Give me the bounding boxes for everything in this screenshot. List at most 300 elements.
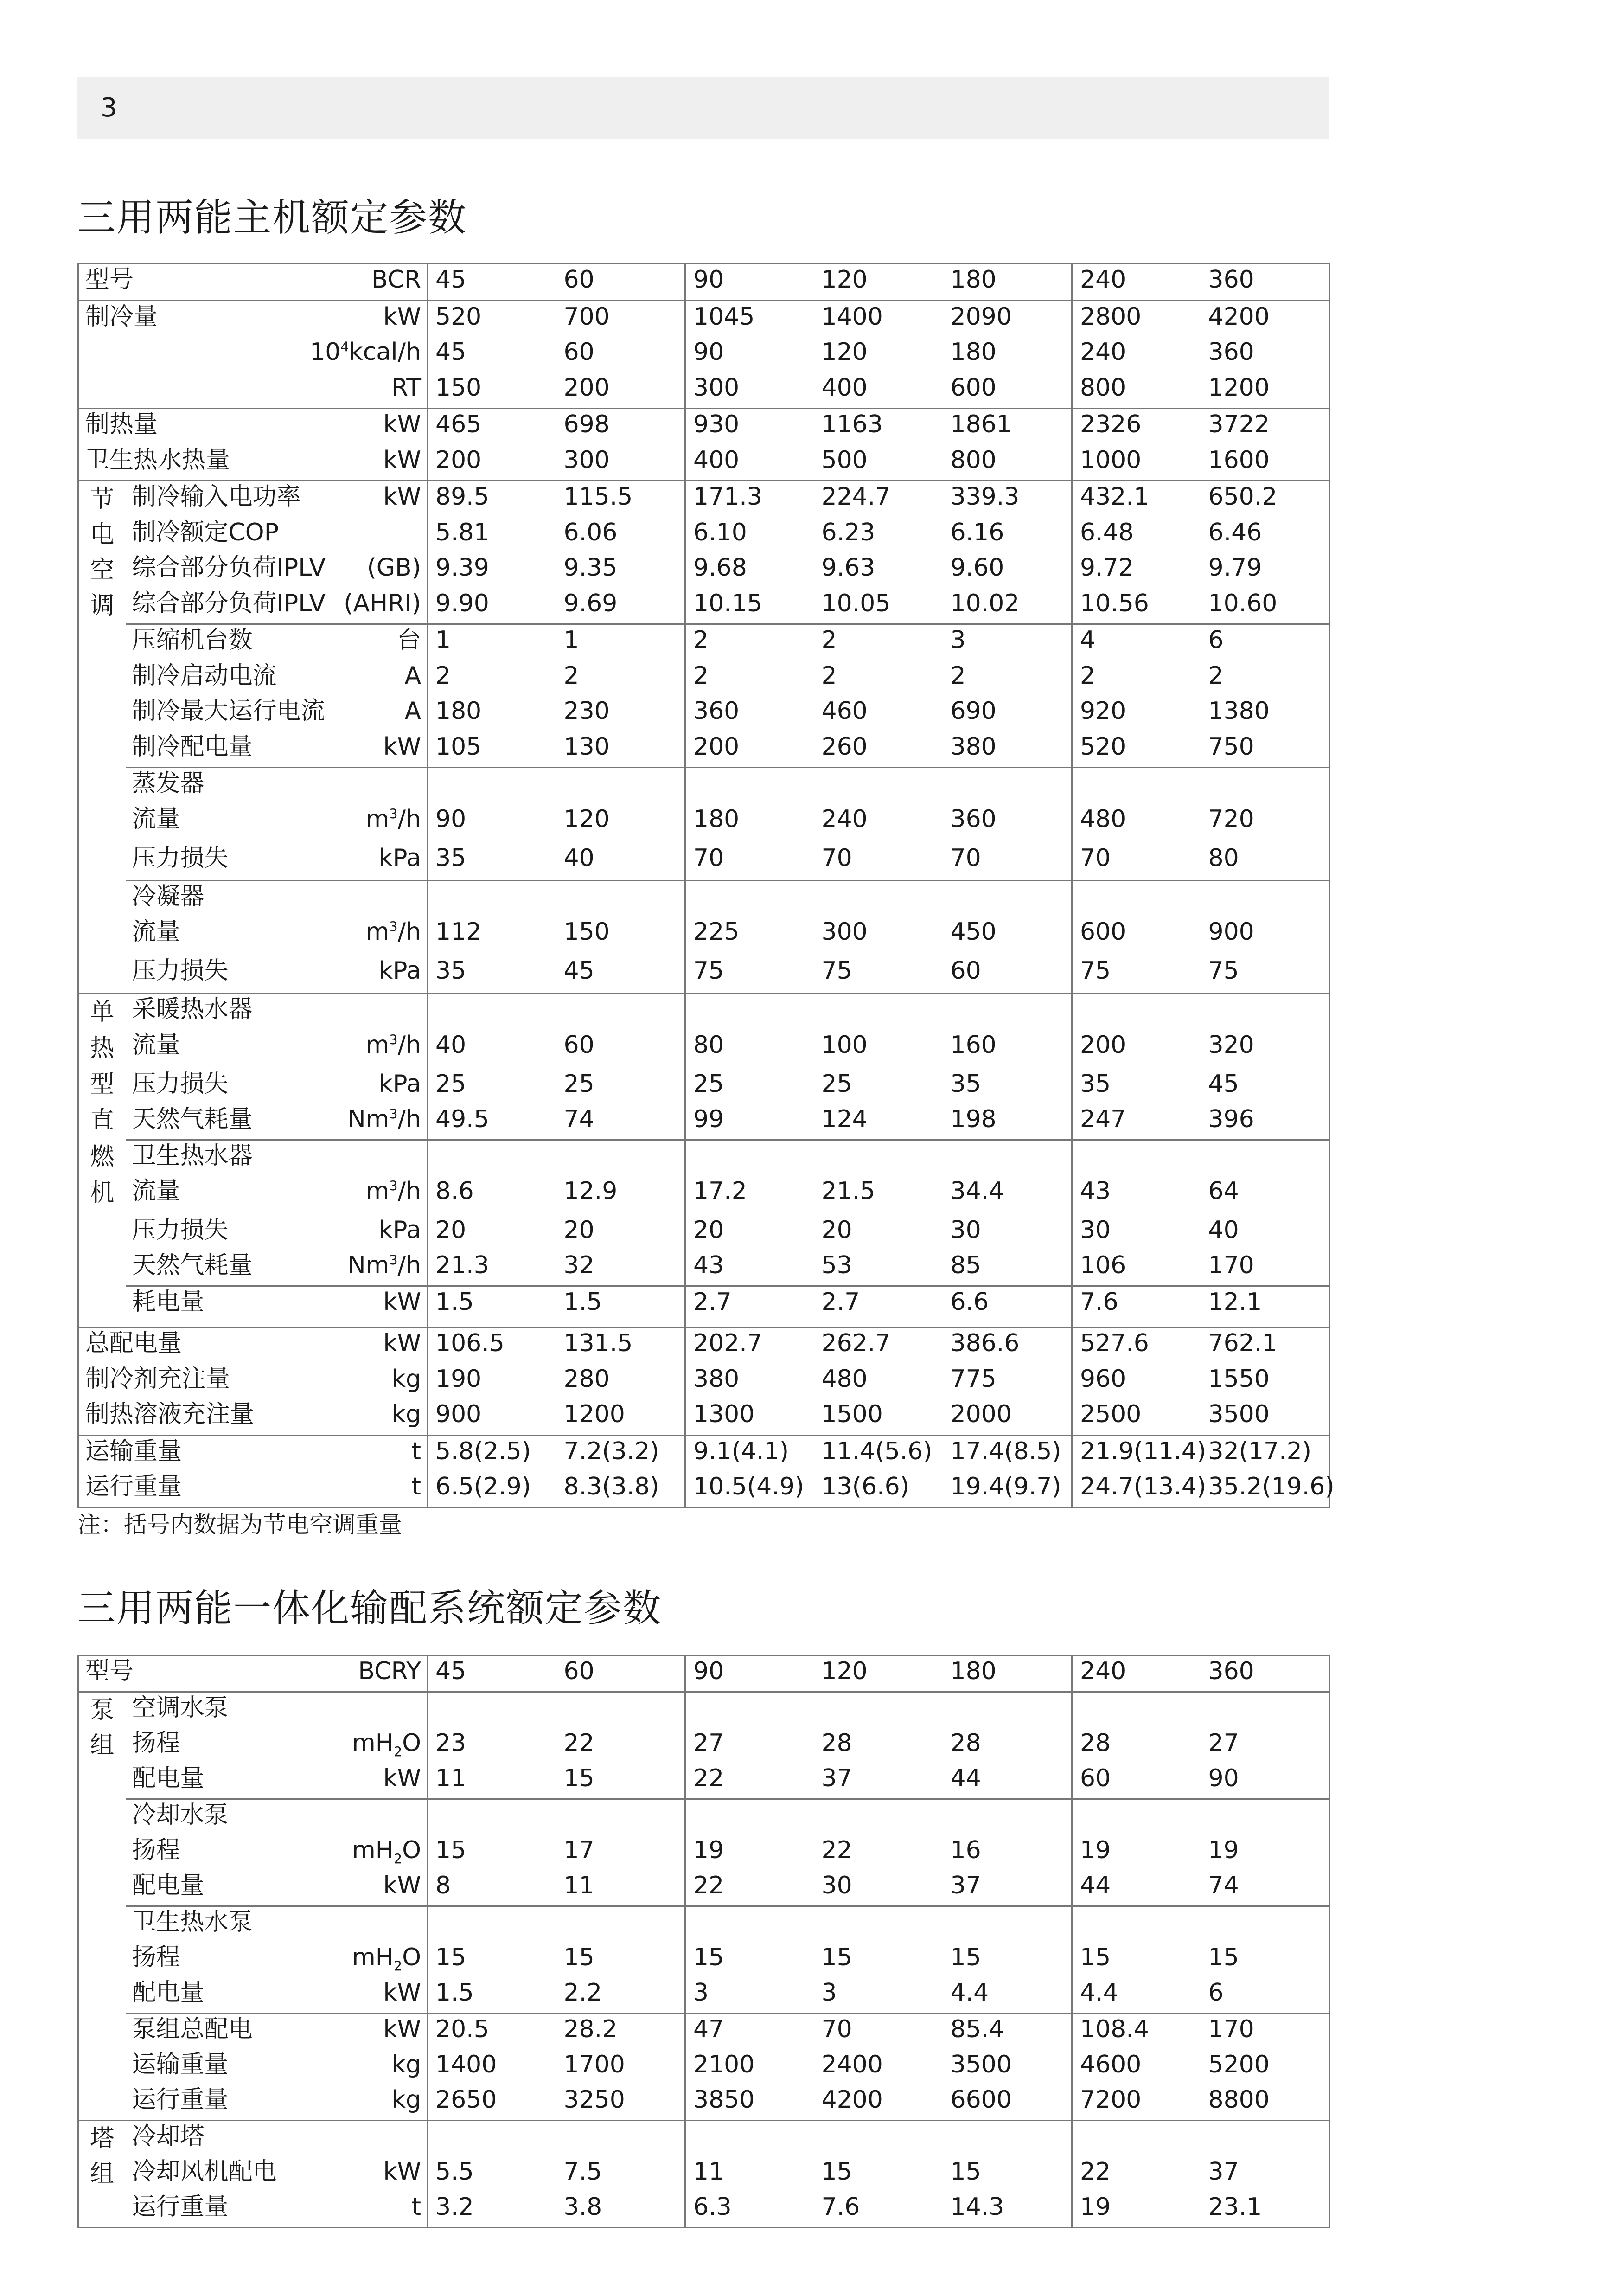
row-label bbox=[126, 696, 428, 731]
header-row bbox=[78, 264, 1330, 301]
unit-label: t bbox=[411, 1473, 422, 1501]
unit-label: $m^3/h$ bbox=[365, 805, 422, 833]
group-label-char: 热 bbox=[90, 1034, 115, 1062]
value-cell: 75 bbox=[1208, 957, 1239, 985]
row-label-text: 扬程 bbox=[132, 1729, 180, 1757]
value-cell: 3250 bbox=[563, 2086, 625, 2114]
value-cell: 500 bbox=[821, 446, 868, 474]
value-cell: 20 bbox=[685, 1215, 814, 1250]
condenser-row bbox=[78, 956, 1330, 994]
unit-label: kg bbox=[391, 1365, 422, 1393]
value-cell: 9.68 bbox=[685, 552, 814, 588]
value-cell: 1000 bbox=[1072, 445, 1201, 481]
row-label bbox=[126, 1215, 428, 1250]
unit-label: A bbox=[404, 661, 422, 690]
value-cell: 40 bbox=[1208, 1216, 1239, 1244]
row-label-text: 流量 bbox=[132, 1177, 180, 1205]
value-cell bbox=[943, 1799, 1072, 1835]
value-cell bbox=[685, 1906, 814, 1943]
value-cell: 3 bbox=[685, 1977, 814, 2014]
tower-row bbox=[78, 2192, 1330, 2228]
value-cell: 9.69 bbox=[563, 589, 618, 617]
value-cell: 112 bbox=[428, 917, 556, 956]
value-cell: 150 bbox=[428, 372, 556, 409]
value-cell: 7.6 bbox=[1072, 1286, 1201, 1328]
unit-label: $mH_2O$ bbox=[352, 1836, 422, 1867]
value-cell: 11 bbox=[428, 1763, 556, 1799]
row-label-text: 配电量 bbox=[132, 1872, 204, 1899]
row-label-text: 制冷额定COP bbox=[132, 518, 279, 546]
evaporator-row bbox=[78, 804, 1330, 843]
pump-row bbox=[78, 1942, 1330, 1977]
value-cell: 400 bbox=[685, 445, 814, 481]
value-cell: 120 bbox=[821, 338, 868, 366]
row-label bbox=[78, 1435, 428, 1471]
value-cell: 15 bbox=[428, 1942, 556, 1977]
row-label bbox=[126, 1977, 428, 2014]
row-label bbox=[126, 731, 428, 768]
value-cell: 90 bbox=[685, 264, 814, 301]
unit-label: kW bbox=[383, 732, 422, 761]
value-cell: 6600 bbox=[950, 2086, 1012, 2114]
row-label bbox=[126, 843, 428, 881]
value-cell: 106 bbox=[1072, 1250, 1201, 1286]
value-cell: 6 bbox=[1208, 1979, 1224, 2007]
value-cell: 180 bbox=[950, 266, 997, 294]
value-cell: 180 bbox=[685, 804, 814, 843]
value-cell: 800 bbox=[1072, 372, 1201, 409]
value-cell: 23 bbox=[428, 1728, 556, 1763]
value-cell: 75 bbox=[821, 957, 852, 985]
value-cell: 6.5(2.9) bbox=[428, 1471, 556, 1507]
value-cell: 750 bbox=[1208, 732, 1254, 761]
row-label bbox=[126, 481, 428, 517]
value-cell: 5200 bbox=[1208, 2051, 1270, 2078]
value-cell: 11 bbox=[563, 1872, 594, 1899]
value-cell: 698 bbox=[556, 409, 685, 445]
value-cell: 170 bbox=[1208, 1251, 1254, 1279]
value-cell: 80 bbox=[685, 1030, 814, 1069]
value-cell: 120 bbox=[563, 805, 610, 833]
sanitary-title-row bbox=[78, 1140, 1330, 1176]
value-cell: 40 bbox=[428, 1030, 556, 1069]
value-cell: 465 bbox=[428, 409, 556, 445]
table1-title: 三用两能主机额定参数 bbox=[77, 196, 467, 240]
value-cell: 320 bbox=[1208, 1031, 1254, 1059]
value-cell: 22 bbox=[685, 1763, 814, 1799]
value-cell: 1500 bbox=[821, 1400, 883, 1428]
row-label-text: 天然气耗量 bbox=[132, 1251, 253, 1279]
energy-ac-row bbox=[78, 481, 1330, 517]
value-cell bbox=[428, 1692, 556, 1728]
table2-title: 三用两能一体化输配系统额定参数 bbox=[77, 1586, 662, 1630]
unit-label: kW bbox=[383, 410, 422, 438]
value-cell bbox=[428, 1799, 556, 1835]
value-cell: 3500 bbox=[950, 2051, 1012, 2078]
value-cell: 27 bbox=[1208, 1729, 1239, 1757]
value-cell: 8800 bbox=[1208, 2086, 1270, 2114]
row-label-text: 压力损失 bbox=[132, 1216, 229, 1244]
value-cell bbox=[1201, 1140, 1330, 1176]
row-label bbox=[126, 2156, 428, 2192]
value-cell: 60 bbox=[563, 1657, 594, 1685]
value-cell: 386.6 bbox=[943, 1328, 1072, 1364]
value-cell bbox=[685, 768, 814, 804]
value-cell: 2326 bbox=[1072, 409, 1201, 445]
value-cell: 22 bbox=[821, 1836, 852, 1864]
unit-label: kg bbox=[391, 2051, 422, 2078]
value-cell: 160 bbox=[950, 1031, 997, 1059]
heater-row bbox=[78, 1069, 1330, 1104]
value-cell: 1400 bbox=[428, 2049, 556, 2084]
group-label-char: 型 bbox=[90, 1071, 115, 1098]
value-cell: 19.4(9.7) bbox=[950, 1473, 1061, 1501]
value-cell: 240 bbox=[1072, 264, 1201, 301]
value-cell: 9.60 bbox=[950, 554, 1004, 582]
value-cell: 3 bbox=[821, 1979, 837, 2007]
row-label bbox=[78, 1328, 428, 1364]
row-label bbox=[78, 1399, 428, 1435]
evaporator-row bbox=[78, 843, 1330, 881]
value-cell: 200 bbox=[563, 373, 610, 402]
value-cell bbox=[943, 768, 1072, 804]
value-cell: 520 bbox=[428, 301, 556, 337]
value-cell: 7.6 bbox=[821, 2193, 860, 2221]
main-unit-spec-table bbox=[77, 263, 1335, 1508]
value-cell: 43 bbox=[685, 1250, 814, 1286]
energy-ac-row bbox=[78, 517, 1330, 553]
value-cell: 30 bbox=[1072, 1215, 1201, 1250]
value-cell: 480 bbox=[821, 1365, 868, 1393]
row-label-text: 扬程 bbox=[132, 1836, 180, 1864]
value-cell: 198 bbox=[950, 1105, 997, 1133]
value-cell: 3722 bbox=[1201, 409, 1330, 445]
value-cell bbox=[1201, 2121, 1330, 2157]
value-cell: 22 bbox=[563, 1729, 594, 1757]
value-cell: 23.1 bbox=[1208, 2193, 1262, 2221]
value-cell: 9.1(4.1) bbox=[685, 1435, 814, 1471]
value-cell: 25 bbox=[685, 1069, 814, 1104]
row-label-text: 制热溶液充注量 bbox=[85, 1400, 255, 1428]
value-cell: 460 bbox=[821, 697, 868, 725]
value-cell bbox=[943, 1906, 1072, 1943]
value-cell: 44 bbox=[1072, 1870, 1201, 1906]
value-cell bbox=[428, 768, 556, 804]
row-label-text: 运行重量 bbox=[132, 2086, 229, 2114]
value-cell: 40 bbox=[563, 844, 594, 872]
value-cell bbox=[814, 1692, 943, 1728]
row-label-text: 天然气耗量 bbox=[132, 1105, 253, 1133]
value-cell: 6.23 bbox=[821, 518, 875, 546]
cooling-row bbox=[78, 337, 1330, 372]
unit-label: kPa bbox=[379, 957, 422, 985]
row-label-text: 泵组总配电 bbox=[132, 2015, 253, 2043]
value-cell: 13(6.6) bbox=[821, 1473, 909, 1501]
value-cell: 225 bbox=[685, 917, 814, 956]
value-cell: 2.7 bbox=[685, 1286, 814, 1328]
row-label bbox=[126, 768, 428, 804]
value-cell: 2 bbox=[685, 661, 814, 696]
value-cell bbox=[1072, 1140, 1201, 1176]
unit-label: A bbox=[404, 697, 422, 725]
value-cell: 300 bbox=[563, 446, 610, 474]
model-label bbox=[78, 1655, 428, 1692]
pump-row bbox=[78, 1977, 1330, 2014]
row-label bbox=[126, 1104, 428, 1140]
value-cell: 17.2 bbox=[685, 1176, 814, 1215]
heater-title-row bbox=[78, 994, 1330, 1030]
value-cell: 1.5 bbox=[556, 1286, 685, 1328]
value-cell bbox=[814, 768, 943, 804]
weight-note: 注：括号内数据为节电空调重量 bbox=[77, 1511, 402, 1538]
value-cell: 27 bbox=[685, 1728, 814, 1763]
value-cell: 106.5 bbox=[428, 1328, 556, 1364]
value-cell: 480 bbox=[1072, 804, 1201, 843]
value-cell bbox=[685, 1692, 814, 1728]
value-cell: 20 bbox=[563, 1216, 594, 1244]
value-cell: 2100 bbox=[685, 2049, 814, 2084]
value-cell bbox=[1072, 2121, 1201, 2157]
value-cell: 74 bbox=[1208, 1872, 1239, 1899]
value-cell bbox=[1072, 1906, 1201, 1943]
pump-row bbox=[78, 1870, 1330, 1906]
value-cell: 180 bbox=[950, 1657, 997, 1685]
value-cell: 1700 bbox=[563, 2051, 625, 2078]
pump-summary-row bbox=[78, 2049, 1330, 2084]
cooling-row bbox=[78, 372, 1330, 409]
row-label bbox=[126, 2084, 428, 2121]
value-cell: 9.63 bbox=[821, 554, 875, 582]
value-cell: 12.9 bbox=[563, 1177, 618, 1205]
value-cell: 520 bbox=[1072, 731, 1201, 768]
value-cell: 2 bbox=[814, 624, 943, 661]
value-cell: 600 bbox=[1072, 917, 1201, 956]
value-cell: 240 bbox=[1072, 1655, 1201, 1692]
value-cell: 262.7 bbox=[814, 1328, 943, 1364]
value-cell: 35 bbox=[950, 1070, 981, 1098]
unit-label: (AHRI) bbox=[344, 589, 422, 617]
value-cell: 2 bbox=[821, 661, 837, 690]
value-cell: 450 bbox=[950, 918, 997, 946]
value-cell: 25 bbox=[563, 1070, 594, 1098]
value-cell: 3.8 bbox=[563, 2193, 602, 2221]
group-label-char: 电 bbox=[90, 520, 115, 549]
value-cell: 190 bbox=[428, 1364, 556, 1399]
value-cell: 15 bbox=[563, 1764, 594, 1792]
row-label bbox=[126, 1250, 428, 1286]
value-cell: 230 bbox=[563, 697, 610, 725]
value-cell: 10.02 bbox=[950, 589, 1020, 617]
energy-ac-row bbox=[78, 661, 1330, 696]
value-cell: 15 bbox=[563, 1943, 594, 1971]
unit-label: kW bbox=[383, 2158, 422, 2186]
group-label-char: 空 bbox=[90, 556, 115, 584]
value-cell bbox=[814, 1140, 943, 1176]
row-label bbox=[126, 661, 428, 696]
unit-label: kW bbox=[383, 483, 422, 511]
value-cell: 3850 bbox=[685, 2084, 814, 2121]
row-label-text: 制冷输入电功率 bbox=[132, 483, 301, 511]
value-cell: 9.72 bbox=[1072, 552, 1201, 588]
row-label bbox=[126, 1286, 428, 1328]
value-cell: 17.4(8.5) bbox=[943, 1435, 1072, 1471]
value-cell: 2 bbox=[685, 624, 814, 661]
value-cell: 1200 bbox=[563, 1400, 625, 1428]
value-cell bbox=[943, 2121, 1072, 2157]
pump-summary-row bbox=[78, 2084, 1330, 2121]
value-cell: 2.2 bbox=[563, 1979, 602, 2007]
group-label-char: 调 bbox=[90, 591, 115, 620]
value-cell: 30 bbox=[821, 1872, 852, 1899]
value-cell: 930 bbox=[685, 409, 814, 445]
unit-label: Nm$^3$/h bbox=[347, 1251, 422, 1279]
value-cell bbox=[1201, 994, 1330, 1030]
value-cell: 9.90 bbox=[428, 588, 556, 624]
unit-label: $m^3/h$ bbox=[365, 1177, 422, 1205]
row-label-text: 扬程 bbox=[132, 1943, 180, 1971]
value-cell: 300 bbox=[821, 918, 868, 946]
value-cell: 5.8(2.5) bbox=[428, 1435, 556, 1471]
value-cell: 19 bbox=[1072, 1835, 1201, 1870]
value-cell: 690 bbox=[950, 697, 997, 725]
value-cell: 85.4 bbox=[943, 2014, 1072, 2050]
value-cell: 53 bbox=[821, 1251, 852, 1279]
group-label-char: 塔 bbox=[90, 2125, 115, 2153]
value-cell: 2.7 bbox=[814, 1286, 943, 1328]
value-cell: 4 bbox=[1072, 624, 1201, 661]
value-cell: 380 bbox=[685, 1364, 814, 1399]
row-label-text: 采暖热水器 bbox=[132, 995, 253, 1023]
value-cell: 22 bbox=[1072, 2156, 1201, 2192]
value-cell: 19 bbox=[1208, 1836, 1239, 1864]
value-cell: 15 bbox=[821, 1943, 852, 1971]
pump-row bbox=[78, 1728, 1330, 1763]
unit-label: kPa bbox=[379, 1216, 422, 1244]
row-label bbox=[78, 409, 428, 445]
row-label bbox=[126, 588, 428, 624]
value-cell: 45 bbox=[563, 957, 594, 985]
value-cell: 10.60 bbox=[1208, 589, 1278, 617]
value-cell: 6.06 bbox=[563, 518, 618, 546]
value-cell: 4200 bbox=[821, 2086, 883, 2114]
value-cell: 260 bbox=[821, 732, 868, 761]
value-cell: 15 bbox=[821, 2158, 852, 2186]
row-label bbox=[126, 1692, 428, 1728]
value-cell: 1400 bbox=[814, 301, 943, 337]
value-cell: 70 bbox=[814, 2014, 943, 2050]
value-cell: 34.4 bbox=[950, 1177, 1004, 1205]
value-cell: 6.6 bbox=[943, 1286, 1072, 1328]
row-label-text: 综合部分负荷IPLV bbox=[132, 589, 326, 617]
value-cell: 2500 bbox=[1072, 1399, 1201, 1435]
value-cell: 21.3 bbox=[428, 1250, 556, 1286]
row-label-text: 流量 bbox=[132, 805, 180, 833]
value-cell: 2 bbox=[1208, 661, 1224, 690]
row-label-text: 压力损失 bbox=[132, 844, 229, 872]
value-cell: 15 bbox=[428, 1835, 556, 1870]
value-cell bbox=[1201, 1906, 1330, 1943]
group-label-char: 泵 bbox=[90, 1696, 115, 1724]
value-cell: 16 bbox=[950, 1836, 981, 1864]
row-label bbox=[126, 2049, 428, 2084]
value-cell bbox=[556, 768, 685, 804]
value-cell: 2400 bbox=[821, 2051, 883, 2078]
value-cell: 15 bbox=[950, 2158, 981, 2186]
row-label-text: 运输重量 bbox=[85, 1437, 182, 1465]
value-cell: 45 bbox=[428, 1655, 556, 1692]
row-label bbox=[126, 517, 428, 553]
condenser-title-row bbox=[78, 880, 1330, 917]
value-cell: 4600 bbox=[1072, 2049, 1201, 2084]
value-cell: 1550 bbox=[1208, 1365, 1270, 1393]
row-label bbox=[126, 1835, 428, 1870]
value-cell: 3.2 bbox=[428, 2192, 556, 2228]
sanitary-row bbox=[78, 1250, 1330, 1286]
value-cell bbox=[814, 2121, 943, 2157]
value-cell: 1600 bbox=[1208, 446, 1270, 474]
energy-ac-row bbox=[78, 588, 1330, 624]
unit-label: (GB) bbox=[367, 554, 422, 582]
unit-label: $m^3/h$ bbox=[365, 1031, 422, 1059]
unit-label: 台 bbox=[397, 626, 422, 654]
value-cell bbox=[1072, 994, 1201, 1030]
unit-label: kW bbox=[383, 302, 422, 331]
value-cell: 15 bbox=[1208, 1943, 1239, 1971]
row-label bbox=[126, 917, 428, 956]
unit-label: $mH_2O$ bbox=[352, 1729, 422, 1760]
value-cell: 224.7 bbox=[814, 481, 943, 517]
value-cell: 124 bbox=[821, 1105, 868, 1133]
value-cell: 6.48 bbox=[1072, 517, 1201, 553]
value-cell: 89.5 bbox=[428, 481, 556, 517]
value-cell: 35 bbox=[428, 956, 556, 994]
value-cell bbox=[685, 994, 814, 1030]
value-cell: 900 bbox=[428, 1399, 556, 1435]
value-cell: 21.9(11.4) bbox=[1072, 1435, 1201, 1471]
value-cell: 45 bbox=[428, 264, 556, 301]
value-cell: 85 bbox=[950, 1251, 981, 1279]
value-cell: 35 bbox=[428, 843, 556, 881]
group-label-char: 组 bbox=[90, 2160, 115, 2188]
value-cell bbox=[556, 1140, 685, 1176]
cooling-row bbox=[78, 301, 1330, 337]
value-cell: 70 bbox=[1072, 843, 1201, 881]
value-cell: 360 bbox=[685, 696, 814, 731]
value-cell: 3 bbox=[943, 624, 1072, 661]
value-cell bbox=[428, 880, 556, 917]
row-label-text: 流量 bbox=[132, 1031, 180, 1059]
unit-label: t bbox=[411, 2193, 422, 2221]
value-cell: 9.79 bbox=[1208, 554, 1262, 582]
row-label bbox=[126, 880, 428, 917]
row-label-text: 型号 bbox=[85, 1657, 134, 1685]
value-cell: 44 bbox=[950, 1764, 981, 1792]
value-cell: 1.5 bbox=[428, 1286, 556, 1328]
row-label-text: 制冷最大运行电流 bbox=[132, 697, 325, 725]
row-label bbox=[126, 1763, 428, 1799]
unit-label: BCR bbox=[371, 266, 422, 294]
value-cell bbox=[814, 1799, 943, 1835]
value-cell: 280 bbox=[563, 1365, 610, 1393]
unit-label: kW bbox=[383, 2015, 422, 2043]
value-cell: 15 bbox=[685, 1942, 814, 1977]
value-cell: 64 bbox=[1208, 1177, 1239, 1205]
value-cell: 60 bbox=[1072, 1763, 1201, 1799]
value-cell: 2 bbox=[950, 661, 966, 690]
row-label bbox=[126, 1728, 428, 1763]
value-cell: 105 bbox=[428, 731, 556, 768]
row-label-text: 运行重量 bbox=[85, 1473, 182, 1501]
